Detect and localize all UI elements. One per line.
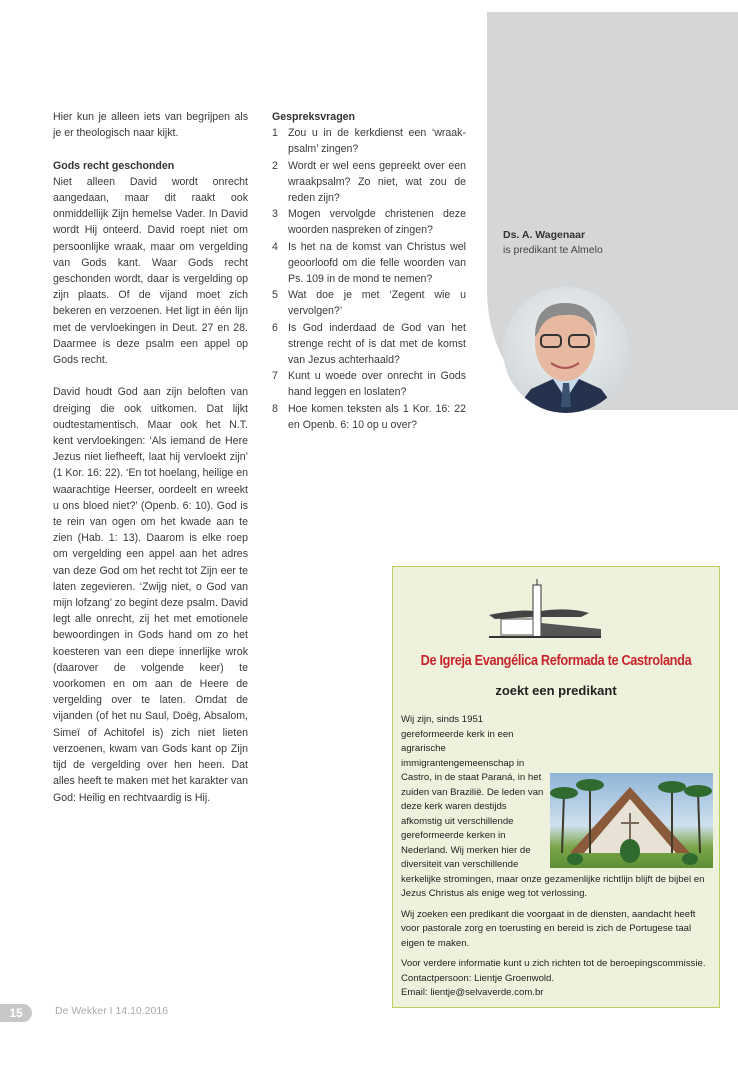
question-text: Is God inderdaad de God van het strenge recht of is dat met de komst van Jezus achterhaald? bbox=[288, 321, 466, 367]
church-photo bbox=[550, 773, 713, 868]
ad-body bbox=[401, 713, 713, 1001]
ad-title: De Igreja Evangélica Reformada te Castrolanda bbox=[420, 653, 692, 669]
article-left-column bbox=[53, 109, 248, 822]
question-text: Hoe komen teksten als 1 Kor. 16: 22 en Openb. 6: 10 op u over? bbox=[288, 402, 466, 431]
author-name: Ds. A. Wagenaar bbox=[503, 229, 586, 241]
question-number: 2 bbox=[272, 159, 278, 172]
question-number: 3 bbox=[272, 208, 278, 221]
ad-paragraph: Voor verdere informatie kunt u zich richten tot de beroepingscommissie. bbox=[401, 958, 706, 969]
question-item bbox=[272, 125, 466, 157]
author-role: is predikant te Almelo bbox=[503, 244, 603, 256]
ad-email[interactable]: Email: lientje@selvaverde.com.br bbox=[401, 987, 544, 998]
question-number: 5 bbox=[272, 289, 278, 302]
church-advertisement bbox=[392, 566, 720, 1008]
question-item bbox=[272, 287, 466, 319]
publication-info: De Wekker I 14.10.2016 bbox=[55, 1005, 169, 1017]
question-item bbox=[272, 158, 466, 207]
section-heading: Gods recht geschonden bbox=[53, 159, 175, 172]
question-number: 7 bbox=[272, 370, 278, 383]
ad-paragraph: Wij zijn, sinds 1951 gereformeerde kerk in een agrarische immigrantengemeenschap in Castro, in de staat Paraná, in het zuiden van Brazilië. De leden van deze kerk waren destijds afkomstig uit verschillende gereformeerde kerken in Nederland. Wij merken hier de diversiteit van verschillende kerkelijke stromingen, maar onze gezamenlijke richtlijn blijft de bijbel en Jezus Christus als enige weg tot verlossing. bbox=[401, 714, 705, 899]
ad-contact: Contactpersoon: Lientje Groenwold. bbox=[401, 972, 555, 984]
ad-subtitle: zoekt een predikant bbox=[495, 683, 617, 698]
question-number: 4 bbox=[272, 240, 278, 253]
ad-paragraph: Wij zoeken een predikant die voorgaat in de diensten, aandacht heeft voor pastorale zorg en toerusting en bereid is zich de Portugese taal eigen te maken. bbox=[401, 908, 696, 949]
question-text: Zou u in de kerkdienst een ‘wraak-psalm’ zingen? bbox=[288, 127, 466, 156]
question-number: 8 bbox=[272, 402, 278, 415]
question-text: Is het na de komst van Christus wel geoorloofd om die felle woorden van Ps. 109 in de mond te nemen? bbox=[288, 240, 466, 286]
article-intro: Hier kun je alleen iets van begrijpen als je er theologisch naar kijkt. bbox=[53, 111, 248, 140]
article-paragraph: David houdt God aan zijn beloften van dreiging die ook uitkomen. Dat lijkt oudtestamentisch. Maar ook het N.T. kent vervloekingen: ‘Als iemand de Here Jezus niet liefheeft, laat hij vervloekt zijn’ (1 Kor. 16: 22). ‘En tot hoelang, heilige en waarachtige Heerser, oordeelt en wreekt u ons bloed niet?’ (Openb. 6: 10). God is te rein van ogen om het kwade aan te zien (Hab. 1: 13). Daarom is elke roep om vergelding een appel aan het adres van deze God om het recht tot Zijn eer te laten zegevieren. ‘Zwijg niet, o God van mijn lofzang’ zo begint deze psalm. David legt alle onrecht, zij het met emotionele bewoordingen in Gods hand om zo het koesteren van een diepe innerlijke wrok (daarover de volgende keer) te voorkomen en om aan de Heere de vergelding over te laten. Omdat de vijanden (of het nu Saul, Doëg, Absalom, Simeï of Achitofel is) zich niet lieten verzoenen, kwam van Gods kant op Zijn tijd de vergelding over hen heen. Dat alles heeft te maken met het karakter van God: Heilig en rechtvaardig is Hij. bbox=[53, 386, 248, 804]
question-item bbox=[272, 320, 466, 369]
page-number: 15 bbox=[0, 1004, 32, 1022]
article-paragraph: Niet alleen David wordt onrecht aangedaan, maar dit raakt ook onmiddellijk Zijn hemelse Vader. In David wordt Hij onteerd. David roept niet om persoonlijke wraak, maar om vergelding van Gods kant. Waar Gods recht geschonden wordt, daar is vergelding op zijn plaats. Of de vijand moet zich bekeren en verzoenen. Het ligt in één lijn met de vervloekingen in Deut. 27 en 28. Daarmee is deze psalm een appel op Gods recht. bbox=[53, 175, 248, 367]
question-text: Wordt er wel eens gepreekt over een wraakpsalm? Zo niet, wat zou de reden zijn? bbox=[288, 159, 466, 205]
questions-heading: Gespreksvragen bbox=[272, 111, 356, 123]
question-text: Mogen vervolgde christenen deze woorden naspreken of zingen? bbox=[288, 208, 466, 237]
question-number: 1 bbox=[272, 127, 278, 140]
question-text: Wat doe je met ‘Zegent wie u vervolgen?’ bbox=[288, 289, 466, 318]
author-portrait bbox=[503, 287, 629, 413]
question-item bbox=[272, 206, 466, 238]
question-item bbox=[272, 401, 466, 433]
author-info bbox=[503, 228, 603, 258]
discussion-questions bbox=[272, 109, 466, 433]
question-item bbox=[272, 239, 466, 288]
question-text: Kunt u woede over onrecht in Gods hand leggen en loslaten? bbox=[288, 370, 466, 399]
question-number: 6 bbox=[272, 321, 278, 334]
question-item bbox=[272, 368, 466, 400]
church-sketch-logo bbox=[489, 579, 601, 641]
